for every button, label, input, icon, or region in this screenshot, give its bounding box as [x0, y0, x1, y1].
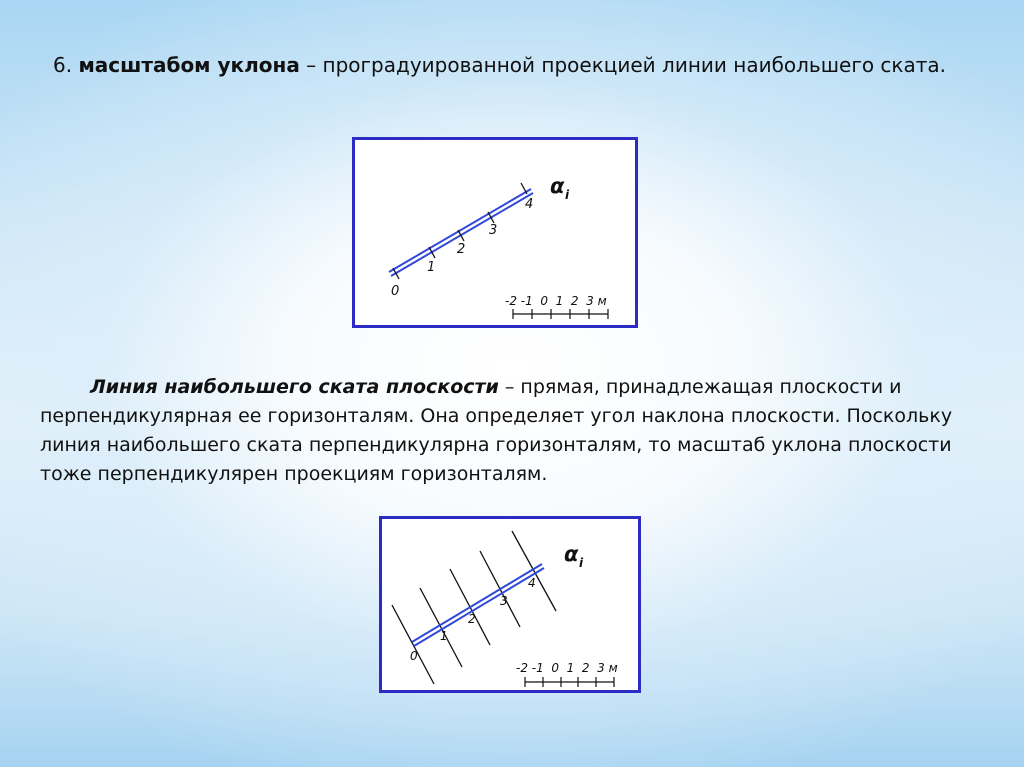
slope-tick-label-0: 0 [391, 284, 400, 299]
slope-tick-label-2: 2 [457, 242, 466, 257]
slope-tick-label-4: 4 [525, 197, 534, 212]
plane-label: α [564, 542, 579, 566]
slope-with-contours-diagram [382, 519, 638, 690]
slope-tick-label-3: 3 [500, 594, 508, 608]
slope-line-a [412, 564, 542, 642]
body-paragraph [40, 373, 990, 489]
slope-scale-figure [352, 137, 638, 328]
heading-number: 6. [53, 53, 73, 77]
paragraph-lead: Линия наибольшего ската плоскости [90, 376, 499, 398]
slope-scale-diagram [355, 140, 635, 325]
slope-tick-label-4: 4 [528, 576, 536, 590]
slope-tick-label-3: 3 [489, 223, 498, 238]
slope-line-a [389, 189, 534, 272]
slide-heading [53, 50, 983, 81]
contour-line [420, 588, 462, 667]
slope-line-b [391, 193, 533, 276]
slope-tick-label-0: 0 [410, 649, 418, 663]
slope-tick-label-1: 1 [427, 260, 436, 275]
slope-with-contours-figure [379, 516, 641, 693]
linear-scale-text: -2 -1 0 1 2 3 м [516, 661, 618, 675]
slope-line-b [414, 568, 544, 646]
heading-term: масштабом уклона [78, 53, 300, 77]
plane-label-sub: i [565, 188, 570, 202]
slope-tick-3 [488, 212, 494, 223]
plane-label-sub: i [579, 556, 584, 570]
heading-definition: – проградуированной проекцией линии наибольшего ската. [299, 53, 947, 77]
plane-label: α [550, 174, 565, 198]
slope-tick-label-2: 2 [468, 612, 476, 626]
contour-line [512, 531, 556, 611]
linear-scale-text: -2 -1 0 1 2 3 м [505, 294, 607, 308]
slope-tick-label-1: 1 [440, 629, 448, 643]
contour-line [392, 605, 434, 684]
paragraph-text: – прямая, принадлежащая плоскости и перпендикулярная ее горизонталям. Она определяет угол наклона плоскости. Поскольку линия наибольшего ската перпендикулярна горизонталям, то масштаб уклона плоскости тоже перпендикулярен проекциям горизонталям. [40, 376, 953, 485]
